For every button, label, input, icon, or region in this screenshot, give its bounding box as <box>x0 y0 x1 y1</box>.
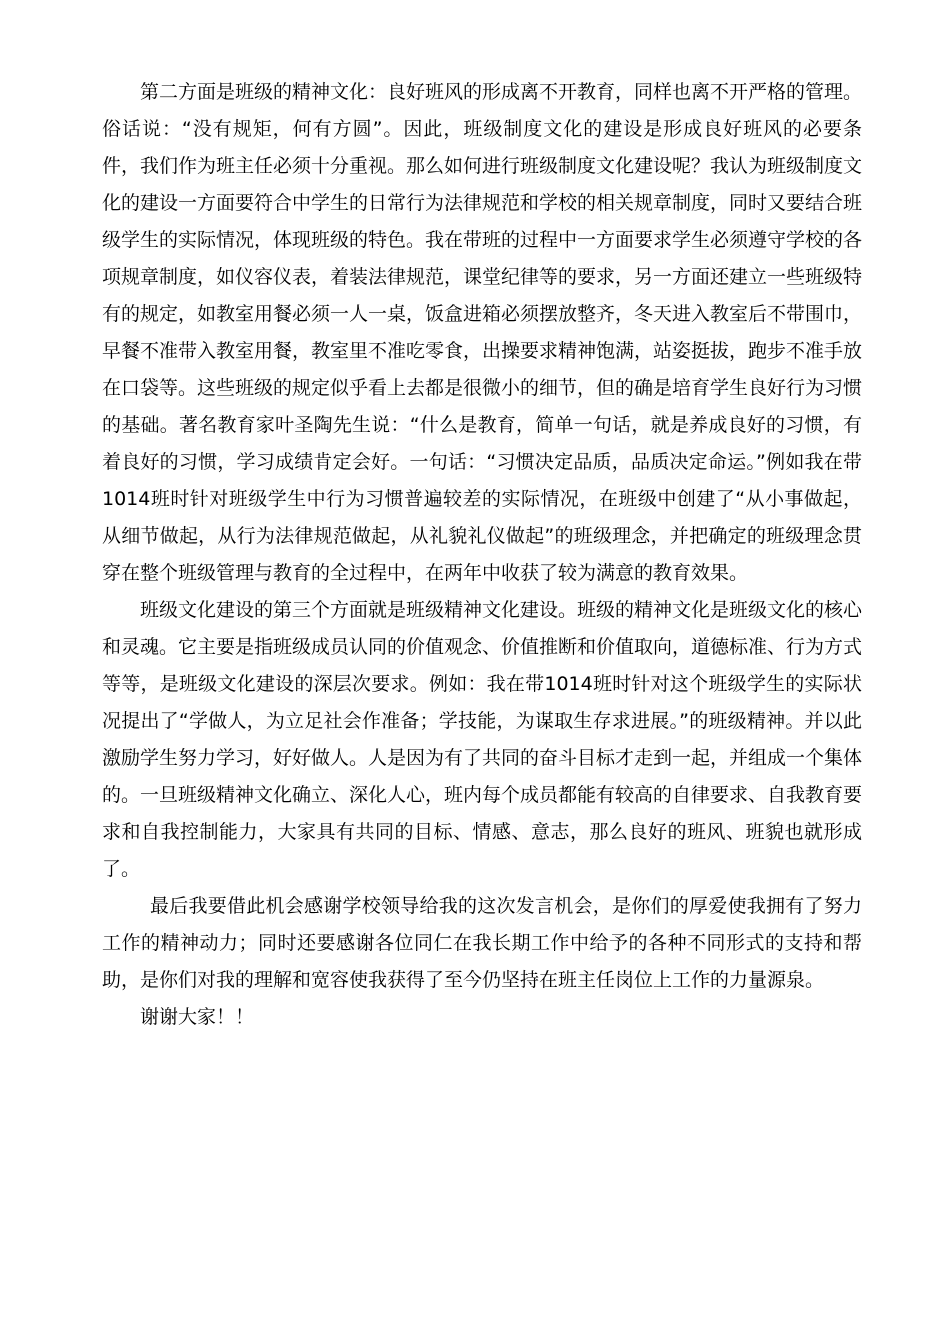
paragraph-thanks: 最后我要借此机会感谢学校领导给我的这次发言机会，是你们的厚爱使我拥有了努力工作的精神动力；同时还要感谢各位同仁在我长期工作中给予的各种不同形式的支持和帮助，是你们对我的理解和宽容使我获得了至今仍坚持在班主任岗位上工作的力量源泉。 <box>102 895 862 991</box>
paragraph-spiritual-culture: 第二方面是班级的精神文化：良好班风的形成离不开教育，同样也离不开严格的管理。俗话说：“没有规矩，何有方圆”。因此，班级制度文化的建设是形成良好班风的必要条件，我们作为班主任必须十分重视。那么如何进行班级制度文化建设呢？我认为班级制度文化的建设一方面要符合中学生的日常行为法律规范和学校的相关规章制度，同时又要结合班级学生的实际情况，体现班级的特色。我在带班的过程中一方面要求学生必须遵守学校的各项规章制度，如仪容仪表，着装法律规范，课堂纪律等的要求，另一方面还建立一些班级特有的规定，如教室用餐必须一人一桌，饭盒进箱必须摆放整齐，冬天进入教室后不带围巾，早餐不准带入教室用餐，教室里不准吃零食，出操要求精神饱满，站姿挺拔，跑步不准手放在口袋等。这些班级的规定似乎看上去都是很微小的细节，但的确是培育学生良好行为习惯的基础。著名教育家叶圣陶先生说：“什么是教育，简单一句话，就是养成良好的习惯，有着良好的习惯，学习成绩肯定会好。一句话：“习惯决定品质，品质决定命运。”例如我在带1014班时针对班级学生中行为习惯普遍较差的实际情况，在班级中创建了“从小事做起，从细节做起，从行为法律规范做起，从礼貌礼仪做起”的班级理念，并把确定的班级理念贯穿在整个班级管理与教育的全过程中，在两年中收获了较为满意的教育效果。 <box>102 81 863 584</box>
paragraph-third-aspect: 班级文化建设的第三个方面就是班级精神文化建设。班级的精神文化是班级文化的核心和灵魂。它主要是指班级成员认同的价值观念、价值推断和价值取向，道德标准、行为方式等等，是班级文化建设的深层次要求。例如：我在带1014班时针对这个班级学生的实际状况提出了“学做人，为立足社会作准备；学技能，为谋取生存求进展。”的班级精神。并以此激励学生努力学习，好好做人。人是因为有了共同的奋斗目标才走到一起，并组成一个集体的。一旦班级精神文化确立、深化人心，班内每个成员都能有较高的自律要求、自我教育要求和自我控制能力，大家具有共同的目标、情感、意志，那么良好的班风、班貌也就形成了。 <box>102 599 863 880</box>
document-page <box>102 74 862 1036</box>
closing-line: 谢谢大家！！ <box>140 1006 255 1028</box>
